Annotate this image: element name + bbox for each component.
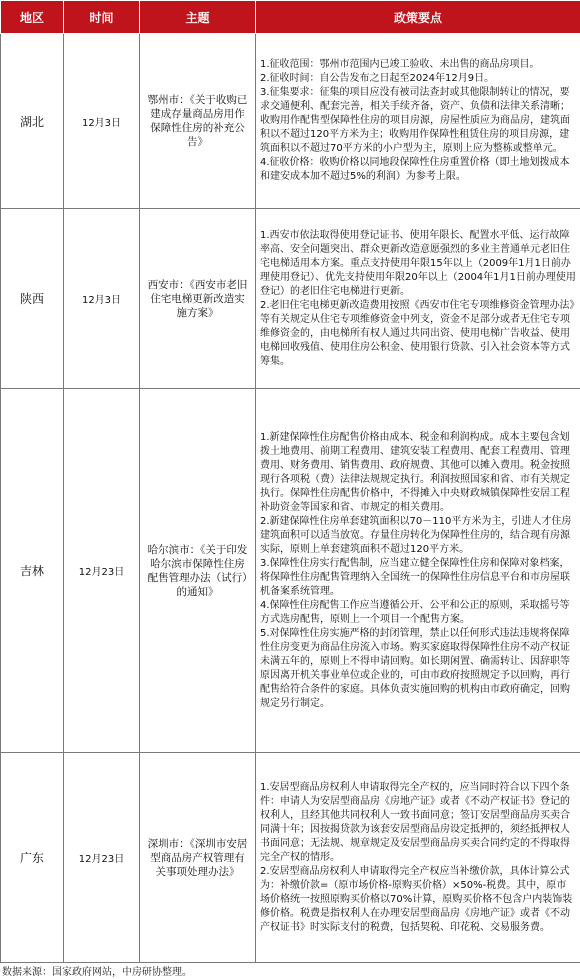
cell-points: [256, 209, 580, 389]
cell-points: [256, 389, 580, 753]
table-row: [1, 389, 580, 753]
policy-point: 1.西安市依法取得使用登记证书、使用年限长、配置水平低、运行故障率高、安全问题突出、群众更新改造意愿强烈的多业主普通单元老旧住宅电梯适用本方案。重点支持使用年限15年以上（2009年1月1日前办理使用登记）、优先支持使用年限20年以上（2004年1月1日前办理使用登记）的老旧住宅电梯进行更新。: [260, 229, 576, 297]
header-date: 时间: [64, 1, 140, 34]
cell-date: 12月23日: [64, 389, 140, 753]
cell-points: [256, 753, 580, 963]
table-header-row: [1, 1, 580, 34]
cell-topic: 鄂州市：《关于收购已建成存量商品房用作保障性住房的补充公告》: [140, 34, 256, 209]
policy-point: 2.征收时间：自公告发布之日起至2024年12月9日。: [260, 73, 495, 84]
cell-region: 陕西: [1, 209, 64, 389]
cell-topic: 哈尔滨市：《关于印发哈尔滨市保障性住房配售管理办法（试行）的通知》: [140, 389, 256, 753]
table-row: [1, 34, 580, 209]
cell-region: 广东: [1, 753, 64, 963]
cell-points: [256, 34, 580, 209]
header-points: 政策要点: [256, 1, 580, 34]
policy-point: 3.征集要求：征集的项目应没有被司法查封或其他限制转让的情况，要求交通便利、配套完善，相关手续齐备，资产、负债和法律关系清晰；收购用作配售型保障性住房的项目房源，房屋性质应为商品房，建筑面积以不超过120平方米为主；收购用作保障性租赁住房的项目房源，建筑面积以不超过70平方米的小户型为主，原则上应为整栋或整单元。: [260, 87, 570, 154]
header-topic: 主题: [140, 1, 256, 34]
cell-region: 吉林: [1, 389, 64, 753]
policy-point: 2.老旧住宅电梯更新改造费用按照《西安市住宅专项维修资金管理办法》等有关规定从住宅专项维修资金中列支，资金不足部分或者无住宅专项维修资金的，由电梯所有权人通过共同出资、使用电梯广告收益、使用电梯回收残值、使用住房公积金、使用银行贷款、引入社会资本等方式筹集。: [260, 299, 575, 367]
table-row: [1, 209, 580, 389]
cell-date: 12月3日: [64, 209, 140, 389]
policy-point: 4.征收价格：收购价格以同地段保障性住房重置价格（即土地划拨成本和建安成本加不超过5%的利润）为参考上限。: [260, 157, 570, 182]
policy-point: 2.安居型商品房权利人申请取得完全产权应当补缴价款，具体计算公式为：补缴价款=（原市场价格-原购买价格）×50%-税费。其中，原市场价格统一按照原购买价格以70%计算，原购买价格不包含户内装饰装修价格。税费是指权利人在办理安居型商品房《房地产证》或者《不动产权证书》时实际支付的税费，包括契税、印花税、交易服务费。: [260, 865, 573, 933]
policy-point: 1.新建保障性住房配售价格由成本、税金和利润构成。成本主要包含划拨土地费用、前期工程费用、建筑安装工程费用、配套工程费用、管理费用、财务费用、销售费用、政府规费、其他可以摊入费用。税金按照现行各项税（费）法律法规规定执行。利润按照国家和省、市有关规定执行。保障性住房配售价格中，不得摊入中央财政城镇保障性安居工程补助资金等国家和省、市规定的相关费用。: [260, 431, 570, 513]
policy-point: 1.安居型商品房权利人申请取得完全产权的，应当同时符合以下四个条件：申请人为安居型商品房《房地产证》或者《不动产权证书》登记的权利人，且经其他共同权利人一致书面同意；签订安居型商品房买卖合同满十年；因按揭贷款为该套安居型商品房设定抵押的，须经抵押权人书面同意；无法规、规章规定及安居型商品房买卖合同约定的不得取得完全产权的情形。: [260, 781, 570, 863]
cell-region: 湖北: [1, 34, 64, 209]
policy-point: 4.保障性住房配售工作应当遵循公开、公平和公正的原则，采取摇号等方式选房配售，原则上一个项目一个配售方案。: [260, 599, 570, 625]
cell-topic: 深圳市：《深圳市安居型商品房产权管理有关事项处理办法》: [140, 753, 256, 963]
table-row: [1, 753, 580, 963]
cell-date: 12月23日: [64, 753, 140, 963]
cell-topic: 西安市：《西安市老旧住宅电梯更新改造实施方案》: [140, 209, 256, 389]
policy-point: 2.新建保障性住房单套建筑面积以70－110平方米为主，引进人才住房建筑面积可以适当放宽。存量住房转化为保障性住房的，结合现有房源实际，原则上单套建筑面积不超过120平方米。: [260, 515, 572, 555]
header-region: 地区: [1, 1, 64, 34]
policy-point: 5.对保障性住房实施严格的封闭管理，禁止以任何形式违法违规将保障性住房变更为商品住房流入市场。购买家庭取得保障性住房不动产权证未满五年的，原则上不得申请回购。如长期闲置、确需转让、因辞职等原因离开机关事业单位或企业的，可由市政府按照规定予以回购，再行配售给符合条件的家庭。具体负责实施回购的机构由市政府确定，回购规定另行制定。: [260, 627, 570, 709]
data-source-note: 数据来源：国家政府网站，中房研协整理。: [2, 967, 192, 978]
policy-point: 3.保障性住房实行配售制，应当建立健全保障性住房和保障对象档案，将保障性住房配售管理纳入全国统一的保障性住房信息平台和市房屋联机备案系统管理。: [260, 557, 570, 597]
policy-point: 1.征收范围：鄂州市范围内已竣工验收、未出售的商品房项目。: [260, 59, 540, 70]
cell-date: 12月3日: [64, 34, 140, 209]
